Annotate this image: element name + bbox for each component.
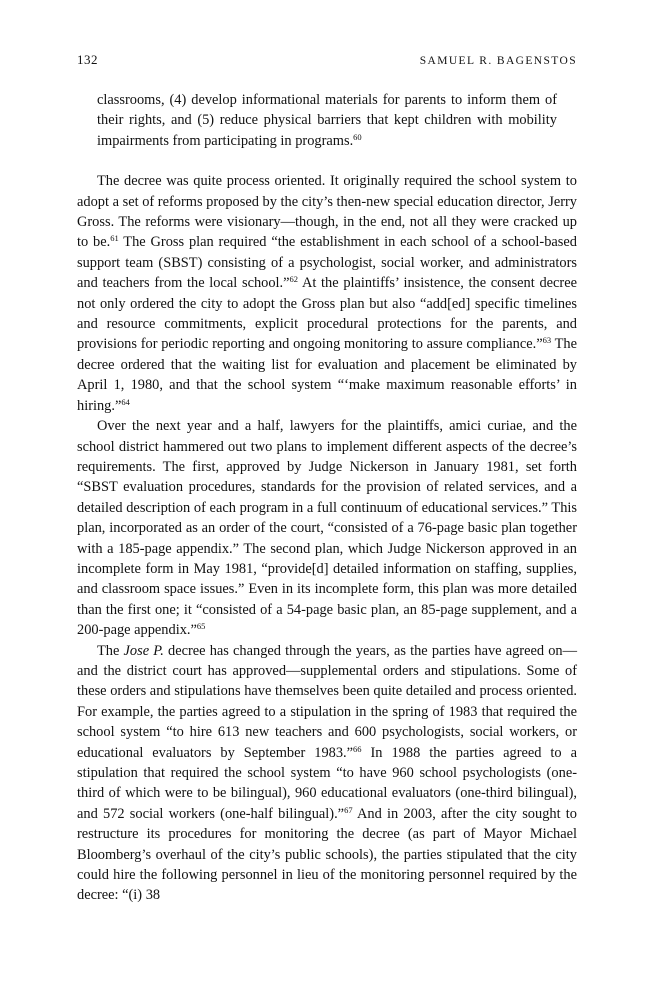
paragraph-2-text: Over the next year and a half, lawyers for the plaintiffs, amici curiae, and the school district hammered out two plans to implement different aspects of the decree’s requirements. The first, approved by Judge Nickerson in January 1981, set forth “SBST evaluation procedures, standards for the provision of related services, and a detailed description of each program in a full continuum of educational services.” This plan, incorporated as an order of the court, “consisted of a 76-page basic plan together with a 185-page appendix.” The second plan, which Judge Nickerson approved in an incomplete form in May 1981, “provide[d] detailed information on staffing, supplies, and classroom space issues.” Even in its incomplete form, this plan was more detailed than the first one; it “consisted of a 54-page basic plan, an 85-page supplement, and a 200-page appendix.” [77,418,577,639]
paragraph-3-text-a: decree has changed through the years, as the parties have agreed on—and the district court has approved—supplemental orders and stipulations. Some of these orders and stipulations have themselves been quite detailed and process oriented. For example, the parties agreed to a stipulation in the spring of 1983 that required the school system “to hire 613 new teachers and 600 psychologists, social workers, or educational evaluators by September 1983.” [77,642,577,761]
footnote-marker: 61 [110,233,119,244]
paragraph-3-text-b: In 1988 the parties agreed to a stipulation that required the school system “to have 960 school psychologists (one-third of which were to be bilingual), 960 educational evaluators (one-third bilingual), and 572 social workers (one-half bilingual).” [77,744,577,822]
block-quote-text: classrooms, (4) develop informational materials for parents to inform them of their rights, and (5) reduce physical barriers that kept children with mobility impairments from participating in programs. [97,92,557,149]
paragraph-1-text-c: At the plaintiffs’ insistence, the consent decree not only ordered the city to adopt the Gross plan but also “add[ed] specific timelines and resource commitments, explicit procedural protections for the parents, and provisions for periodic reporting and ongoing monitoring to assure compliance.” [77,275,577,353]
block-quote [97,90,557,151]
paragraph-2 [77,416,577,640]
paragraph-1-text-b: The Gross plan required “the establishment in each school of a school-based support team (SBST) consisting of a psychologist, social worker, and administrators and teachers from the local school.” [77,234,577,292]
footnote-marker: 65 [196,621,206,632]
book-page [77,52,577,906]
footnote-marker: 63 [542,335,552,346]
paragraph-1 [77,171,577,416]
footnote-marker: 64 [121,396,130,407]
footnote-marker: 67 [344,804,353,815]
page-number: 132 [77,52,98,67]
footnote-marker: 60 [353,131,362,142]
running-head-author: SAMUEL R. BAGENSTOS [419,55,577,67]
paragraph-3 [77,641,577,906]
footnote-marker: 66 [353,743,362,754]
paragraph-1-text-a: The decree was quite process oriented. It originally required the school system to adopt a set of reforms proposed by the city’s then-new special education director, Jerry Gross. The reforms were visionary—though, in the end, not all they were cracked up to be. [77,173,577,251]
footnote-marker: 62 [289,274,299,285]
paragraph-1-text-d: The decree ordered that the waiting list for evaluation and placement be eliminated by April 1, 1980, and that the school system “‘make maximum reasonable efforts’ in hiring.” [77,336,577,414]
running-head [77,52,577,70]
paragraph-3-lead: The [97,642,124,659]
case-name: Jose P. [123,642,164,659]
paragraph-3-text-c: And in 2003, after the city sought to restructure its procedures for monitoring the decree (as part of Mayor Michael Bloomberg’s overhaul of the city’s public schools), the parties stipulated that the city could hire the following personnel in lieu of the monitoring personnel required by the decree: “(i) 38 [77,805,578,904]
